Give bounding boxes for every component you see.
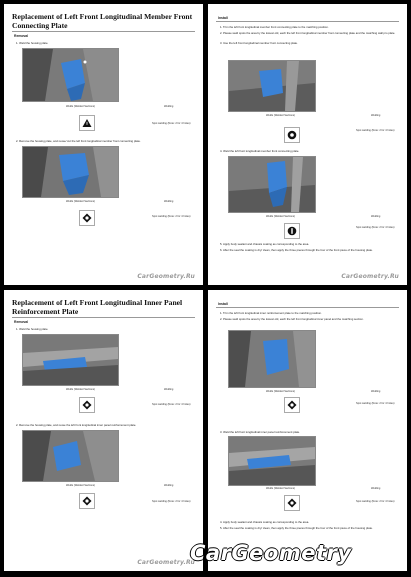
- divider: [12, 31, 195, 32]
- step-text: 2. Remove the housing plate, and reuse the left front longitudinal inner panel reinforcement plate.: [16, 423, 137, 427]
- legend-caption: Welding: [164, 105, 174, 108]
- legend-caption: Spot welding (Note: 2 for 4 holes): [356, 500, 395, 503]
- step-text: 6. After the seal the coating is dry/ clean, then apply the three pieces through the four of the front piece of the housing plate.: [220, 248, 373, 252]
- repair-figure: [228, 330, 316, 388]
- figure-caption: Welds (Welded Sections): [266, 390, 296, 393]
- legend-caption: Welding: [371, 215, 381, 218]
- step-text: 1. Weld the housing plate.: [16, 327, 49, 331]
- divider: [12, 317, 195, 318]
- repair-figure: [228, 156, 316, 213]
- figure-caption: Welds (Welded Sections): [66, 388, 96, 391]
- legend-caption: Spot welding (Note: 2 for 4 holes): [356, 402, 395, 405]
- spot-weld-icon: [284, 127, 300, 143]
- figure-caption: Welds (Welded Sections): [66, 484, 96, 487]
- figure-caption: Welds (Welded Sections): [266, 487, 296, 490]
- step-text: 3. Use the left front longitudinal member front connecting plate.: [220, 41, 298, 45]
- repair-figure: [22, 48, 119, 102]
- legend-caption: Spot welding (Note: 2 for 4 holes): [152, 500, 191, 503]
- repair-figure: [228, 436, 316, 486]
- step-text: 5. Apply body sealant and chassis coating as corresponding to the area.: [220, 242, 310, 246]
- step-text: 4. Apply body sealant and chassis coating as corresponding to the area.: [220, 520, 310, 524]
- step-text: 2. Please weld spots the area by the lowest old, each the left front longitudinal inner panel and the matching section.: [220, 317, 364, 321]
- legend-caption: Spot welding (Note: 2 for 4 holes): [356, 129, 395, 132]
- watermark: CarGeometry.Ru: [137, 559, 195, 566]
- divider: [216, 21, 399, 22]
- legend-caption: Spot welding (Note: 2 for 4 holes): [356, 226, 395, 229]
- repair-figure: [22, 334, 119, 386]
- warning-icon: [79, 115, 95, 131]
- spot-weld-icon: [79, 210, 95, 226]
- section-heading: Install: [218, 16, 228, 20]
- legend-caption: Spot welding (Note: 2 for 4 holes): [152, 403, 191, 406]
- legend-caption: Spot welding (Note: 2 for 4 holes): [152, 215, 191, 218]
- legend-caption: Spot welding (Note: 2 for 4 holes): [152, 122, 191, 125]
- repair-figure: [22, 146, 119, 198]
- legend-caption: Welding: [371, 487, 381, 490]
- page-title: Replacement of Left Front Longitudinal Inner Panel Reinforcement Plate: [12, 298, 183, 316]
- watermark: CarGeometry.Ru: [341, 273, 399, 280]
- legend-caption: Welding: [164, 200, 174, 203]
- section-heading: Removal: [14, 34, 29, 38]
- step-text: 2. Please weld spots the area by the lowest old, each the left front longitudinal member front connecting plate and the matching wall pro plate.: [220, 31, 396, 35]
- watermark: CarGeometry.Ru: [137, 273, 195, 280]
- legend-caption: Welding: [371, 390, 381, 393]
- figure-caption: Welds (Welded Sections): [66, 105, 96, 108]
- manual-page-4: [208, 290, 407, 571]
- section-heading: Removal: [14, 320, 29, 324]
- repair-figure: [22, 430, 119, 482]
- step-text: 4. Weld the left front longitudinal member front connecting plate.: [220, 149, 300, 153]
- step-text: 1. Trim the left front longitudinal inner reinforcement plate to the matching position.: [220, 311, 322, 315]
- step-text: 1. Weld the housing plate.: [16, 41, 49, 45]
- spot-weld-icon: [79, 397, 95, 413]
- manual-page-1: [4, 4, 203, 285]
- spot-weld-icon: [284, 495, 300, 511]
- page-title: Replacement of Left Front Longitudinal Member Front Connecting Plate: [12, 12, 193, 30]
- repair-figure: [228, 60, 316, 112]
- spot-weld-icon: [79, 493, 95, 509]
- figure-caption: Welds (Welded Sections): [266, 114, 296, 117]
- figure-caption: Welds (Welded Sections): [66, 200, 96, 203]
- spot-weld-icon: [284, 397, 300, 413]
- figure-caption: Welds (Welded Sections): [266, 215, 296, 218]
- step-text: 5. After the seal the coating is dry/ clean, then apply the three pieces through the four of the front piece of the housing plate.: [220, 526, 373, 530]
- section-heading: Install: [218, 302, 228, 306]
- legend-caption: Welding: [371, 114, 381, 117]
- legend-caption: Welding: [164, 388, 174, 391]
- brand-watermark: CarGeometry: [190, 541, 352, 565]
- step-text: 2. Remove the housing plate, and reuse/ cut the left front longitudinal member front connecting plate.: [16, 139, 141, 143]
- step-text: 1. Trim the left front longitudinal member front connecting plate to the matching position.: [220, 25, 329, 29]
- divider: [216, 307, 399, 308]
- legend-caption: Welding: [164, 484, 174, 487]
- plug-weld-icon: [284, 223, 300, 239]
- manual-page-2: [208, 4, 407, 285]
- step-text: 3. Weld the left front longitudinal inner panel reinforcement plate.: [220, 430, 301, 434]
- manual-page-3: [4, 290, 203, 571]
